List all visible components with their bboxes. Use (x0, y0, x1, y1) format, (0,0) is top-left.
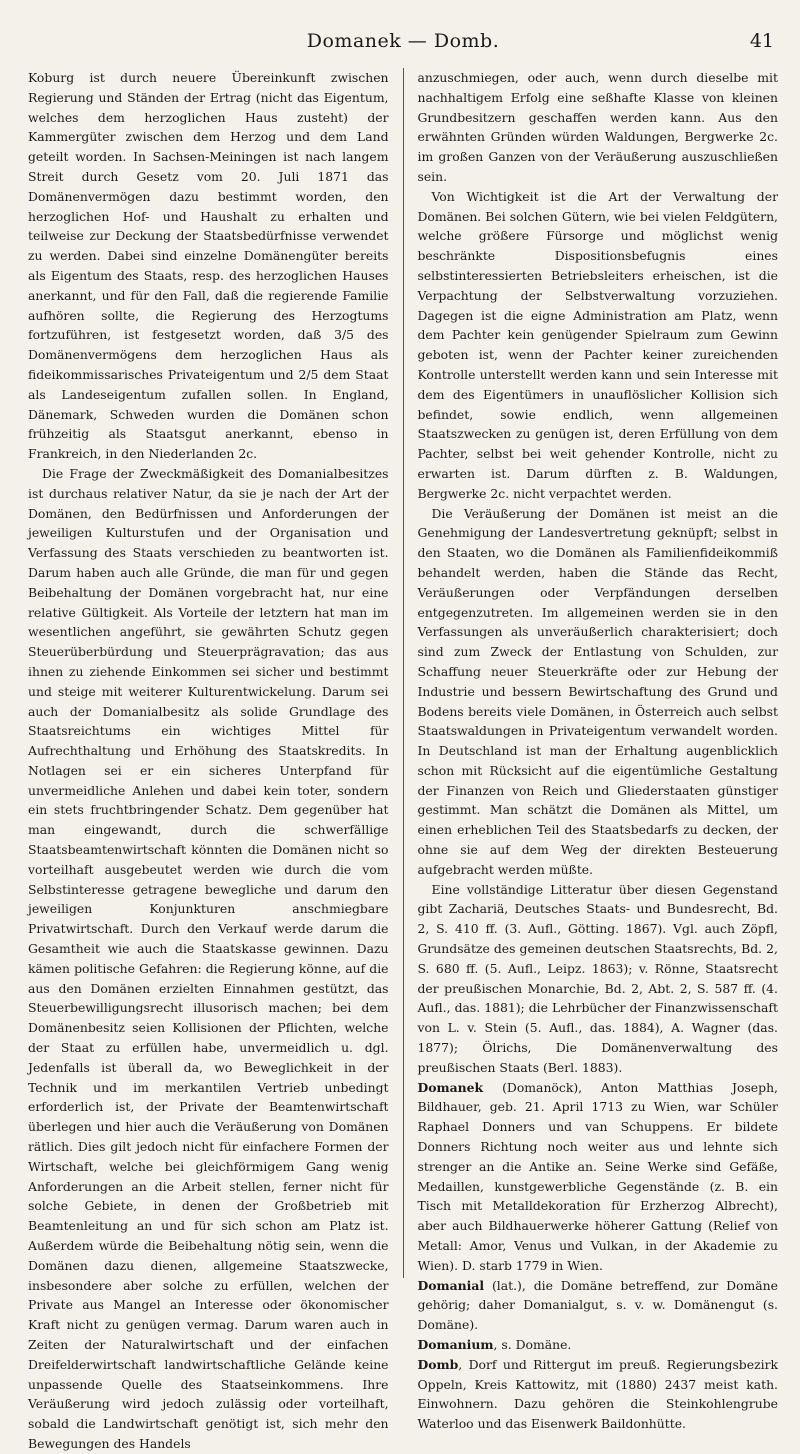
running-title: Domanek — Domb. (306, 30, 500, 52)
paragraph (417, 504, 778, 880)
paragraph-text: Die Veräußerung der Domänen ist meist an die Genehmigung der Landesvertretung geknüpft; selbst in den Staaten, wo die Domänen als Familienfideikommiß behandelt werden, haben die Stände das Recht, Veräußerungen oder Verpfändungen derselben entgegenzutreten. Im allgemeinen werden sie in den Verfassungen als unveräußerlich charakterisiert; doch sind zum Zweck der Entlastung von Schulden, zur Schaffung neuer Steuerkräfte oder zur Hebung der Industrie und bessern Bewirtschaftung des Grund und Bodens bereits viele Domänen, in Österreich auch selbst Staatswaldungen in Privateigentum verwandelt worden. In Deutschland ist man der Erhaltung augenblicklich schon mit Rücksicht auf die eigentümliche Gestaltung der Finanzen von Reich und Gliederstaaten günstiger gestimmt. Man schätzt die Domänen als Mittel, um einen erheblichen Teil des Staatsbedarfs zu decken, der ohne sie auf dem Weg der direkten Besteuerung aufgebracht werden müßte. (417, 505, 778, 877)
paragraph (417, 68, 778, 187)
paragraph (28, 68, 389, 464)
paragraph-text: (lat.), die Domäne betreffend, zur Domäne gehörig; daher Domanialgut, s. v. w. Domänengut (s. Domäne). (417, 1277, 778, 1333)
paragraph-text: Eine vollständige Litteratur über diesen Gegenstand gibt Zachariä, Deutsches Staats- und Bundesrecht, Bd. 2, S. 410 ff. (3. Aufl., Götting. 1867). Vgl. auch Zöpfl, Grundsätze des gemeinen deutschen Staatsrechts, Bd. 2, S. 680 ff. (5. Aufl., Leipz. 1863); v. Rönne, Staatsrecht der preußischen Monarchie, Bd. 2, Abt. 2, S. 587 ff. (4. Aufl., das. 1881); die Lehrbücher der Finanzwissenschaft von L. v. Stein (5. Aufl., das. 1884), A. Wagner (das. 1877); Ölrichs, Die Domänenverwaltung des preußischen Staats (Berl. 1883). (417, 881, 778, 1075)
paragraph (417, 880, 778, 1078)
entry-headword: Domanek (417, 1079, 484, 1095)
paragraph-text: Koburg ist durch neuere Übereinkunft zwischen Regierung und Ständen der Ertrag (nicht das Eigentum, welches dem herzoglichen Haus zusteht) der Kammergüter zwischen dem Herzog und dem Land geteilt worden. In Sachsen-Meiningen ist nach langem Streit durch Gesetz vom 20. Juli 1871 das Domänenvermögen dazu bestimmt worden, den herzoglichen Hof- und Haushalt zu erhalten und teilweise zur Deckung der Staatsbedürfnisse verwendet zu werden. Dabei sind einzelne Domänengüter bereits als Eigentum des Staats, resp. des herzoglichen Hauses anerkannt, und für den Fall, daß die regierende Familie aufhören sollte, die Regierung des Herzogtums fortzuführen, ist festgesetzt worden, daß 3/5 des Domänenvermögens dem herzoglichen Haus als fideikommissarisches Privateigentum und 2/5 dem Staat als Landeseigentum zufallen sollen. In England, Dänemark, Schweden wurden die Domänen schon frühzeitig als Staatsgut anerkannt, ebenso in Frankreich, in den Niederlanden 2c. (28, 70, 389, 462)
column-divider (403, 68, 404, 1278)
paragraph-text: (Domanöck), Anton Matthias Joseph, Bildhauer, geb. 21. April 1713 zu Wien, war Schüler Raphael Donners und van Schuppens. Er bildete Donners Richtung noch weiter aus und lehnte sich strenger an die Antike an. Seine Werke sind Gefäße, Medaillen, kunstgewerbliche Gegenstände (z. B. ein Tisch mit Metalldekoration für Erzherzog Albrecht), aber auch Bildhauerwerke höherer Gattung (Relief von Metall: Amor, Venus und Vulkan, in der Akademie zu Wien). D. starb 1779 in Wien. (417, 1079, 778, 1273)
paragraph (28, 464, 389, 1454)
entry-headword: Domb (417, 1356, 459, 1372)
paragraph-text: Von Wichtigkeit ist die Art der Verwaltung der Domänen. Bei solchen Gütern, wie bei vielen Feldgütern, welche größere Fürsorge und möglichst wenig beschränkte Dispositionsbefugnis eines selbstinteressierten Betriebsleiters erheischen, ist die Verpachtung der Selbstverwaltung vorzuziehen. Dagegen ist die eigne Administration am Platz, wenn dem Pachter kein genügender Spielraum zum Gewinn geboten ist, wenn der Pachter keiner zureichenden Kontrolle unterstellt werden kann und sein Interesse mit dem des Eigentümers in unauflöslicher Kollision sich befindet, sowie endlich, wenn allgemeinen Staatszwecken zu genügen ist, deren Erfüllung von dem Pachter, selbst bei weit gehender Kontrolle, nicht zu erwarten ist. Darum dürften z. B. Waldungen, Bergwerke 2c. nicht verpachtet werden. (417, 188, 778, 501)
paragraph-text: anzuschmiegen, oder auch, wenn durch dieselbe mit nachhaltigem Erfolg eine seßhafte Klasse von kleinen Grundbesitzern geschaffen werden kann. Aus den erwähnten Gründen würden Waldungen, Bergwerke 2c. im großen Ganzen von der Veräußerung auszuschließen sein. (417, 70, 778, 184)
entry-paragraph (417, 1078, 778, 1276)
entry-paragraph (417, 1335, 778, 1355)
paragraph-text: Die Frage der Zweckmäßigkeit des Domanialbesitzes ist durchaus relativer Natur, da sie je nach der Art der Domänen, den Bedürfnissen und Anforderungen der jeweiligen Kulturstufen und der Organisation und Verfassung des Staats verschieden zu beantworten ist. Darum haben auch alle Gründe, die man für und gegen Beibehaltung der Domänen vorgebracht hat, nur eine relative Gültigkeit. Als Vorteile der letztern hat man im wesentlichen angeführt, sie gewährten Schutz gegen Steuerüberbürdung und Steuerprägravation; das aus ihnen zu ziehende Einkommen sei sicher und bestimmt und steige mit weiterer Kulturentwickelung. Darum sei auch der Domanialbesitz als solide Grundlage des Staatsreichtums ein wichtiges Mittel für Aufrechthaltung und Erhöhung des Staatskredits. In Notlagen sei er ein sicheres Unterpfand für unvermeidliche Anlehen und dabei kein toter, sondern ein stets fruchtbringender Schatz. Dem gegenüber hat man eingewandt, durch die schwerfällige Staatsbeamtenwirtschaft könnten die Domänen nicht so vorteilhaft ausgebeutet werden wie durch die vom Selbstinteresse getragene bewegliche und darum den jeweiligen Konjunkturen anschmiegbare Privatwirtschaft. Durch den Verkauf werde darum die Gesamtheit wie auch die Staatskasse gewinnen. Dazu kämen politische Gefahren: die Regierung könne, auf die aus den Domänen erzielten Einnahmen gestützt, das Steuerbewilligungsrecht illusorisch machen; bei dem Domänenbesitz seien Kollisionen der Pflichten, welche der Staat zu erfüllen habe, unvermeidlich u. dgl. Jedenfalls ist überall da, wo Beweglichkeit in der Technik und im merkantilen Vertrieb unbedingt erforderlich ist, der Private der Beamtenwirtschaft überlegen und hier auch die Veräußerung von Domänen rätlich. Dies gilt jedoch nicht für einfachere Formen der Wirtschaft, welche bei gleichförmigem Gang wenig Anforderungen an die Arbeit stellen, ferner nicht für solche Gebiete, in denen der Großbetrieb mit Beamtenleitung an und für sich schon am Platz ist. Außerdem würde die Beibehaltung nötig sein, wenn die Domänen dazu dienen, allgemeine Staatszwecke, insbesondere aber solche zu erfüllen, welchen der Private aus Mangel an Interesse oder ökonomischer Kraft nicht zu genügen vermag. Darum waren auch in Zeiten der Naturalwirtschaft und der einfachen Dreifelderwirtschaft landwirtschaftliche Gelände keine unpassende Quelle des Staatseinkommens. Ihre Veräußerung wird jedoch zulässig oder vorteilhaft, sobald die Landwirtschaft genötigt ist, sich mehr den Bewegungen des Handels (28, 465, 389, 1451)
entry-paragraph (417, 1276, 778, 1335)
paragraph (417, 187, 778, 504)
page-header (28, 30, 778, 60)
paragraph-text: , Dorf und Rittergut im preuß. Regierungsbezirk Oppeln, Kreis Kattowitz, mit (1880) 2437 meist kath. Einwohnern. Dazu gehören die Steinkohlengrube Waterloo und das Eisenwerk Baildonhütte. (417, 1356, 778, 1432)
left-column (28, 68, 389, 1451)
page-number: 41 (749, 30, 774, 52)
entry-headword: Domanium (417, 1337, 494, 1352)
paragraph-text: , s. Domäne. (493, 1337, 572, 1352)
entry-headword: Domanial (417, 1277, 485, 1293)
entry-paragraph (417, 1355, 778, 1434)
text-columns (28, 68, 778, 1451)
right-column (417, 68, 778, 1432)
